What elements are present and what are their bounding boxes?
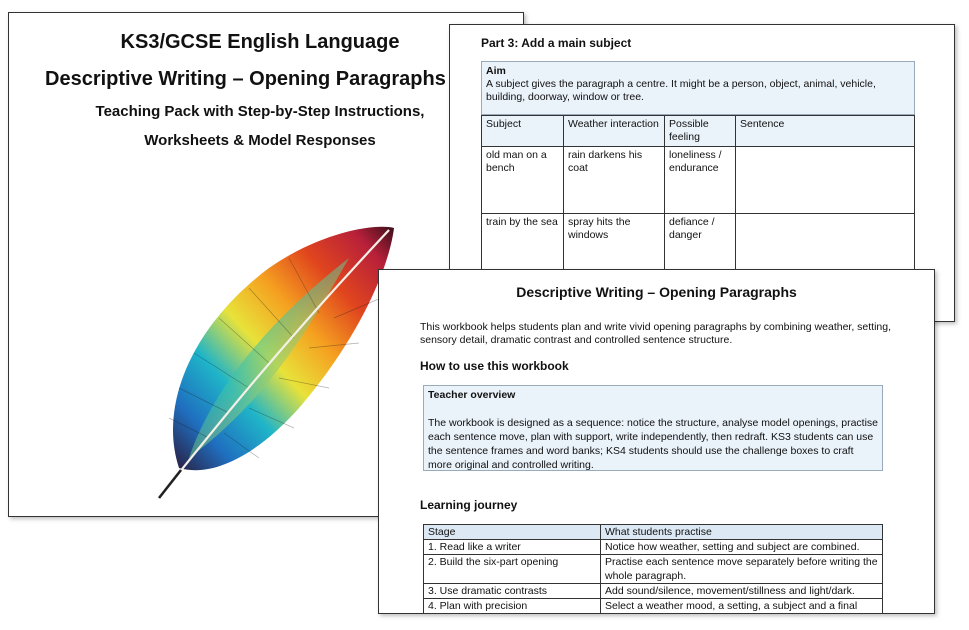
- table-header-cell: Possible feeling: [665, 116, 736, 147]
- feather-illustration: [119, 208, 419, 508]
- table-cell: 4. Plan with precision: [424, 599, 601, 614]
- table-cell: 1. Read like a writer: [424, 540, 601, 555]
- aim-box: [481, 61, 915, 115]
- table-cell: rain darkens his coat: [564, 147, 665, 214]
- table-cell: defiance / danger: [665, 214, 736, 281]
- table-cell: train by the sea: [482, 214, 564, 281]
- teacher-overview-box: [423, 385, 883, 471]
- overview-text: The workbook is designed as a sequence: notice the structure, analyse model openings, practise each sentence move, plan with support, write independently, then redraft. KS3 students can use the sentence frames and word banks; KS4 students should use the challenge boxes to craft more original and controlled writing.: [428, 417, 879, 471]
- table-header-cell: Sentence: [736, 116, 915, 147]
- workbook-intro: This workbook helps students plan and write vivid opening paragraphs by combining weather, setting, sensory detail, dramatic contrast and controlled sentence structure.: [420, 321, 892, 346]
- table-header-row: [424, 525, 883, 540]
- table-header-cell: Subject: [482, 116, 564, 147]
- table-cell: 3. Use dramatic contrasts: [424, 584, 601, 599]
- learning-journey-heading: Learning journey: [420, 498, 518, 512]
- table-row: [424, 599, 883, 614]
- table-row: [424, 584, 883, 599]
- table-cell: Practise each sentence move separately before writing the whole paragraph.: [601, 555, 883, 584]
- table-cell: old man on a bench: [482, 147, 564, 214]
- cover-subtitle-line2: Worksheets & Model Responses: [144, 132, 376, 149]
- table-row: [482, 147, 915, 214]
- table-cell: Add sound/silence, movement/stillness and light/dark.: [601, 584, 883, 599]
- cover-title-line1: KS3/GCSE English Language: [120, 31, 400, 53]
- table-header-cell: Stage: [424, 525, 601, 540]
- table-row: [424, 540, 883, 555]
- workbook-title: Descriptive Writing – Opening Paragraphs: [516, 284, 797, 300]
- workbook-page: [378, 269, 935, 614]
- learning-journey-table: [423, 524, 883, 614]
- table-cell: Notice how weather, setting and subject are combined.: [601, 540, 883, 555]
- worksheet-heading: Part 3: Add a main subject: [481, 36, 632, 50]
- aim-label: Aim: [486, 65, 506, 77]
- table-cell: 2. Build the six-part opening: [424, 555, 601, 584]
- subject-table: [481, 115, 915, 281]
- table-cell: Select a weather mood, a setting, a subject and a final: [601, 599, 883, 614]
- table-header-cell: What students practise: [601, 525, 883, 540]
- table-cell: spray hits the windows: [564, 214, 665, 281]
- how-to-use-heading: How to use this workbook: [420, 359, 569, 373]
- cover-title-line2: Descriptive Writing – Opening Paragraphs: [45, 68, 446, 90]
- table-cell: loneliness / endurance: [665, 147, 736, 214]
- table-header-cell: Weather interaction: [564, 116, 665, 147]
- table-row: [424, 555, 883, 584]
- table-header-row: [482, 116, 915, 147]
- sentence-cell: [736, 147, 915, 214]
- aim-text: A subject gives the paragraph a centre. It might be a person, object, animal, vehicle, building, doorway, window or tree.: [486, 78, 876, 103]
- overview-title: Teacher overview: [428, 389, 516, 401]
- cover-subtitle-line1: Teaching Pack with Step-by-Step Instructions,: [95, 103, 425, 120]
